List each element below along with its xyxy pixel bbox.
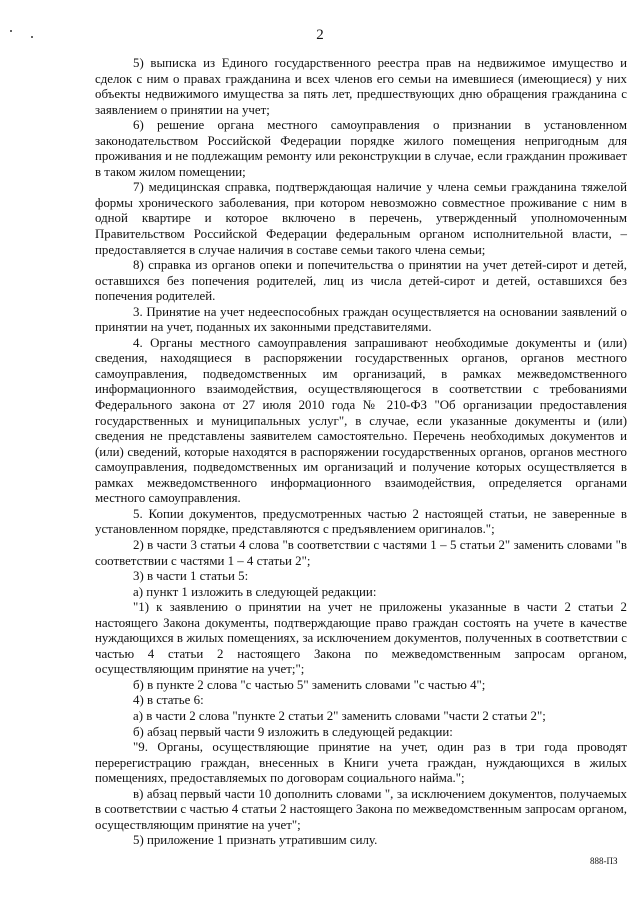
document-code: 888-ПЗ [590, 856, 618, 866]
amendment-2: 2) в части 3 статьи 4 слова "в соответствии с частями 1 – 5 статьи 2" заменить словами "в соответствии с частями 1 – 4 статьи 2"; [95, 537, 627, 568]
amendment-4b: б) абзац первый части 9 изложить в следующей редакции: [133, 724, 453, 739]
amendment-4a: а) в части 2 слова "пункте 2 статьи 2" заменить словами "части 2 статьи 2"; [133, 708, 546, 723]
amendment-3a: а) пункт 1 изложить в следующей редакции: [133, 584, 377, 599]
clause-4: 4. Органы местного самоуправления запрашивают необходимые документы и (или) сведения, находящиеся в распоряжении государственных органов, органов местного самоуправления, подведомственных им организаций, в рамках межведомственного информационного взаимодействия, осуществляющегося в соответствии с требованиями Федерального закона от 27 июля 2010 года № 210-ФЗ "Об организации предоставления государственных и муниципальных услуг", в случае, если указанные документы и (или) сведения не представлены заявителем самостоятельно. Перечень необходимых документов и (или) сведений, которые находятся в распоряжении государственных органов, органов местного самоуправления, подведомственных им организаций и получение которых осуществляется в рамках межведомственного информационного взаимодействия, определяется органами местного самоуправления. [95, 335, 627, 506]
document-body [95, 56, 627, 849]
list-item-5-extract: 5) выписка из Единого государственного реестра прав на недвижимое имущество и сделок с ним о правах гражданина и всех членов его семьи на имевшиеся (имеющиеся) у них объекты недвижимого имущества за пять лет, предшествующих дню обращения гражданина с заявлением о принятии на учет; [95, 56, 627, 117]
list-item-7-medical-certificate: 7) медицинская справка, подтверждающая наличие у члена семьи гражданина тяжелой формы хронического заболевания, при котором невозможно совместное проживание с ним в одной квартире и которое включено в перечень, утвержденный уполномоченным Правительством Российской Федерации федеральным органом исполнительной власти, – предоставляется в случае наличия в составе семьи такого члена семьи; [95, 180, 627, 257]
clause-3: 3. Принятие на учет недееспособных граждан осуществляется на основании заявлений о принятии на учет, поданных их законными представителями. [95, 304, 627, 335]
list-item-8-guardianship-certificate: 8) справка из органов опеки и попечительства о принятии на учет детей-сирот и детей, оставшихся без попечения родителей, лиц из числа детей-сирот и детей, оставшихся без попечения родителей. [95, 258, 627, 304]
amendment-3: 3) в части 1 статьи 5: [133, 569, 249, 584]
amendment-3a-text: "1) к заявлению о принятии на учет не приложены указанные в части 2 статьи 2 настоящего Закона документы, подтверждающие право граждан состоять на учете в качестве нуждающихся в жилых помещениях, за исключением документов, полученных в соответствии с частью 4 статьи 2 настоящего Закона по межведомственным запросам органом, осуществляющим принятие на учет;"; [95, 600, 627, 677]
amendment-4c: в) абзац первый части 10 дополнить словами ", за исключением документов, получаемых в соответствии с частью 4 статьи 2 настоящего Закона по межведомственным запросам органом, осуществляющим принятие на учет"; [95, 786, 627, 832]
amendment-4b-text: "9. Органы, осуществляющие принятие на учет, один раз в три года проводят перерегистрацию граждан, внесенных в Книги учета граждан, нуждающихся в жилых помещениях, предоставляемых по договорам социального найма."; [95, 740, 627, 786]
list-item-6-decision: 6) решение органа местного самоуправления о признании в установленном законодательством Российской Федерации порядке жилого помещения непригодным для проживания и не подлежащим ремонту или реконструкции в случае, если гражданин проживает в таком жилом помещении; [95, 118, 627, 179]
amendment-5: 5) приложение 1 признать утратившим силу. [133, 833, 378, 848]
amendment-4: 4) в статье 6: [133, 693, 204, 708]
amendment-3b: б) в пункте 2 слова "с частью 5" заменить словами "с частью 4"; [133, 677, 486, 692]
clause-5: 5. Копии документов, предусмотренных частью 2 настоящей статьи, не заверенные в установленном порядке, представляются с предъявлением оригиналов."; [95, 506, 627, 537]
page-number: 2 [316, 27, 324, 43]
